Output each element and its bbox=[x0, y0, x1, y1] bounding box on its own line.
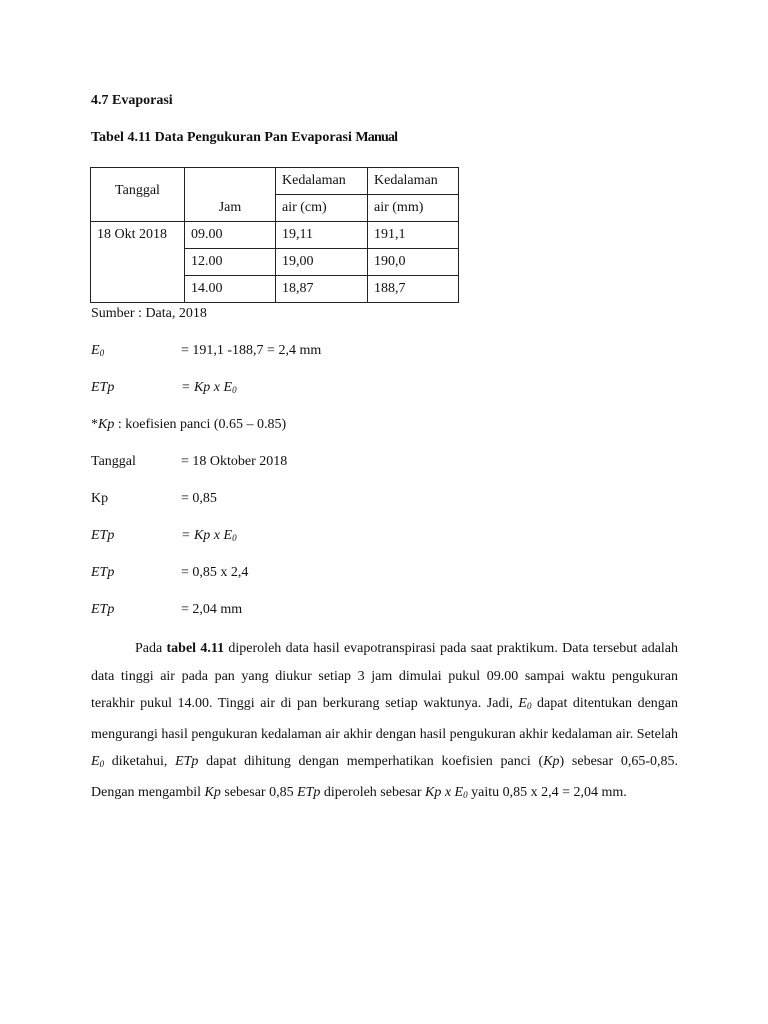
equation-lhs: ETp bbox=[91, 528, 115, 543]
equation-lhs: Kp bbox=[91, 491, 109, 506]
cell-jam: 09.00 bbox=[185, 222, 276, 249]
cell-cm: 18,87 bbox=[276, 276, 368, 303]
cell-mm: 188,7 bbox=[368, 276, 459, 303]
equation-etp-formula-2 bbox=[91, 528, 237, 544]
cell-jam: 14.00 bbox=[185, 276, 276, 303]
table-caption-tail: Manual bbox=[355, 130, 398, 145]
header-kedalaman-mm-line1: Kedalaman bbox=[368, 168, 459, 195]
equation-rhs: = 18 Oktober 2018 bbox=[181, 454, 288, 469]
cell-date: 18 Okt 2018 bbox=[91, 222, 185, 303]
kp-note: *Kp : koefisien panci (0.65 – 0.85) bbox=[91, 417, 287, 432]
cell-mm: 191,1 bbox=[368, 222, 459, 249]
table-header-row bbox=[91, 168, 459, 195]
equation-rhs: = Kp x $E_0$ bbox=[181, 528, 237, 543]
cell-mm: 190,0 bbox=[368, 249, 459, 276]
table-caption-lead: Tabel 4.11 Data Pengukuran Pan Evaporasi bbox=[91, 130, 356, 145]
header-jam: Jam bbox=[185, 168, 276, 222]
header-kedalaman-mm-line2: air (mm) bbox=[368, 195, 459, 222]
equation-tanggal bbox=[91, 454, 287, 470]
section-heading: 4.7 Evaporasi bbox=[91, 93, 173, 108]
cell-cm: 19,11 bbox=[276, 222, 368, 249]
equation-lhs: Tanggal bbox=[91, 454, 136, 469]
equation-lhs: ETp bbox=[91, 565, 115, 580]
equation-rhs: = 0,85 bbox=[181, 491, 217, 506]
equation-rhs: = 191,1 -188,7 = 2,4 mm bbox=[181, 343, 322, 358]
equation-rhs: = Kp x $E_0$ bbox=[181, 380, 237, 395]
table-row bbox=[91, 222, 459, 249]
header-kedalaman-cm-line2: air (cm) bbox=[276, 195, 368, 222]
evaporation-table bbox=[90, 167, 459, 303]
equation-etp-formula bbox=[91, 380, 237, 396]
cell-cm: 19,00 bbox=[276, 249, 368, 276]
equation-rhs: = 2,04 mm bbox=[181, 602, 243, 617]
equation-lhs: ETp bbox=[91, 380, 115, 395]
equation-lhs: $E_0$ bbox=[91, 343, 105, 358]
cell-jam: 12.00 bbox=[185, 249, 276, 276]
equation-etp-substitution bbox=[91, 565, 248, 581]
equation-lhs: ETp bbox=[91, 602, 115, 617]
table-caption bbox=[91, 130, 397, 146]
equation-e0 bbox=[91, 343, 321, 359]
explanation-paragraph: Pada tabel 4.11 diperoleh data hasil evapotranspirasi pada saat praktikum. Data tersebut adalah data tinggi air pada pan yang diukur setiap 3 jam dimulai pukul 09.00 sampai waktu pengukuran terakhir pukul 14.00. Tinggi air di pan berkurang setiap waktunya. Jadi, $E_0$ dapat ditentukan dengan mengurangi hasil pengukuran kedalaman air akhir dengan hasil pengukuran akhir kedalaman air. Setelah $E_0$ diketahui, ETp dapat dihitung dengan memperhatikan koefisien panci (Kp) sebesar 0,65-0,85. Dengan mengambil Kp sebesar 0,85 ETp diperoleh sebesar Kp x $E_0$ yaitu 0,85 x 2,4 = 2,04 mm. bbox=[91, 641, 679, 800]
header-tanggal: Tanggal bbox=[91, 168, 185, 222]
equation-etp-result bbox=[91, 602, 242, 618]
equation-kp bbox=[91, 491, 217, 507]
equation-rhs: = 0,85 x 2,4 bbox=[181, 565, 249, 580]
table-source: Sumber : Data, 2018 bbox=[91, 306, 207, 321]
header-kedalaman-cm-line1: Kedalaman bbox=[276, 168, 368, 195]
